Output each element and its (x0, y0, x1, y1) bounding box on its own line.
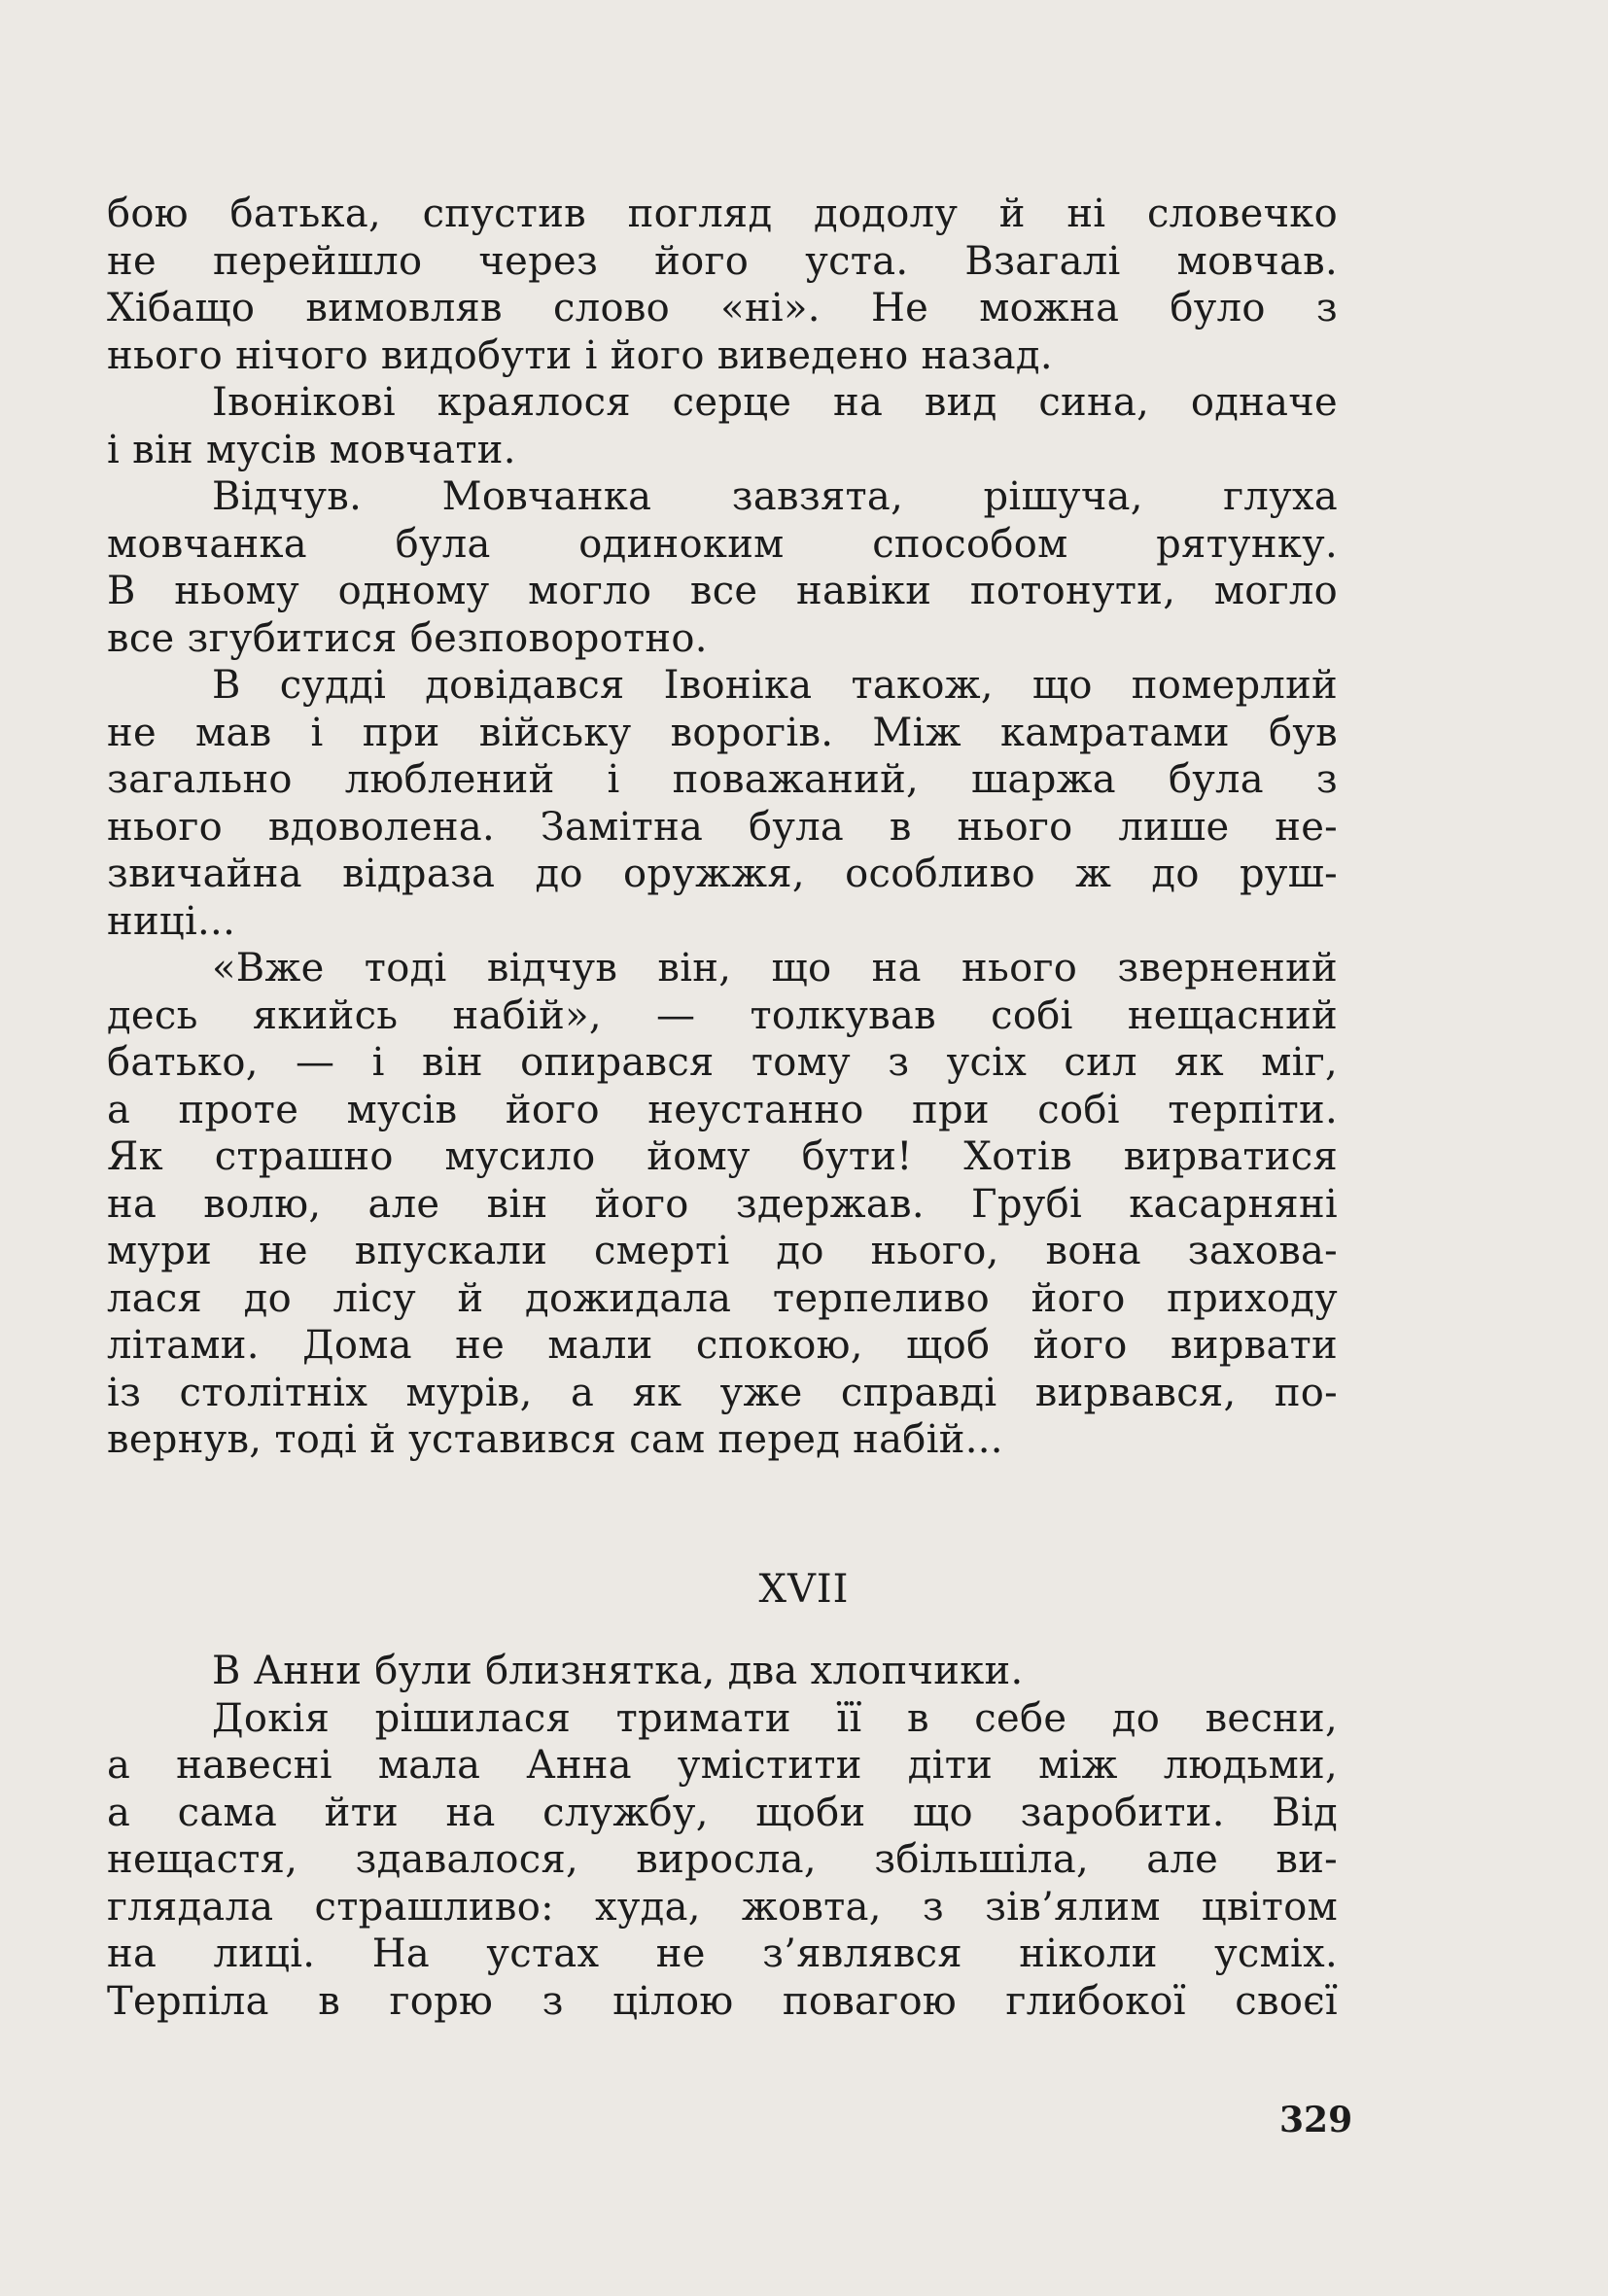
text-line: нещастя, здавалося, виросла, збільшіла, але ви- (107, 1837, 1338, 1882)
text-line: В Анни були близнятка, два хлопчики. (212, 1649, 1024, 1693)
text-line: В судді довідався Івоніка також, що померлий (212, 663, 1338, 708)
text-line: загально люблений і поважаний, шаржа була з (107, 757, 1338, 802)
text-line: ниці... (107, 898, 236, 944)
text-line: все згубитися безповоротно. (107, 615, 708, 661)
text-line: на лиці. На устах не з’являвся ніколи усміх. (107, 1931, 1338, 1976)
text-line: Хібащо вимовляв слово «ні». Не можна було з (107, 286, 1338, 330)
text-block-before-chapter (107, 191, 1338, 1464)
text-line: глядала страшливо: худа, жовта, з зів’ялим цвітом (107, 1884, 1338, 1930)
text-line: а проте мусів його неустанно при собі терпіти. (107, 1087, 1338, 1132)
text-line: мури не впускали смерті до нього, вона захова- (107, 1229, 1338, 1273)
text-line: а навесні мала Анна умістити діти між людьми, (107, 1743, 1338, 1788)
text-line: бою батька, спустив погляд додолу й ні словечко (107, 191, 1338, 236)
text-line: В ньому одному могло все навіки потонути, могло (107, 569, 1338, 613)
text-line: не мав і при війську ворогів. Між камратами був (107, 710, 1338, 755)
text-line: а сама йти на службу, щоби що заробити. Від (107, 1790, 1338, 1835)
text-block-after-chapter (107, 1648, 1338, 2025)
text-line: «Вже тоді відчув він, що на нього звернений (212, 946, 1338, 991)
text-line: лася до лісу й дожидала терпеливо його приходу (107, 1275, 1338, 1321)
page-number: 329 (1279, 2100, 1353, 2140)
text-line: десь якийсь набій», — толкував собі нещасний (107, 992, 1338, 1038)
chapter-heading: XVII (758, 1567, 850, 1612)
text-line: Як страшно мусило йому бути! Хотів вирватися (107, 1134, 1338, 1179)
text-line: на волю, але він його здержав. Грубі касарняні (107, 1181, 1338, 1227)
text-line: нього вдоволена. Замітна була в нього лише не- (107, 804, 1338, 850)
text-line: Терпіла в горю з цілою повагою глибокої своєї (107, 1978, 1338, 2024)
text-line: Івонікові краялося серце на вид сина, одначе (212, 380, 1338, 425)
text-line: звичайна відраза до оружжя, особливо ж до руш- (107, 852, 1338, 896)
text-line: не перейшло через його уста. Взагалі мовчав. (107, 238, 1338, 284)
text-line: вернув, тоді й уставився сам перед набій... (107, 1417, 1003, 1462)
text-line: літами. Дома не мали спокою, щоб його вирвати (107, 1323, 1338, 1368)
text-line: батько, — і він опирався тому з усіх сил як міг, (107, 1040, 1338, 1085)
text-line: мовчанка була одиноким способом рятунку. (107, 521, 1338, 567)
text-line: Відчув. Мовчанка завзята, рішуча, глуха (212, 474, 1338, 519)
text-line: і він мусів мовчати. (107, 427, 516, 472)
text-line: Докія рішилася тримати її в себе до весни, (212, 1695, 1338, 1741)
text-line: із столітніх мурів, а як уже справді вирвався, по- (107, 1370, 1338, 1415)
text-line: нього нічого видобути і його виведено назад. (107, 332, 1053, 378)
